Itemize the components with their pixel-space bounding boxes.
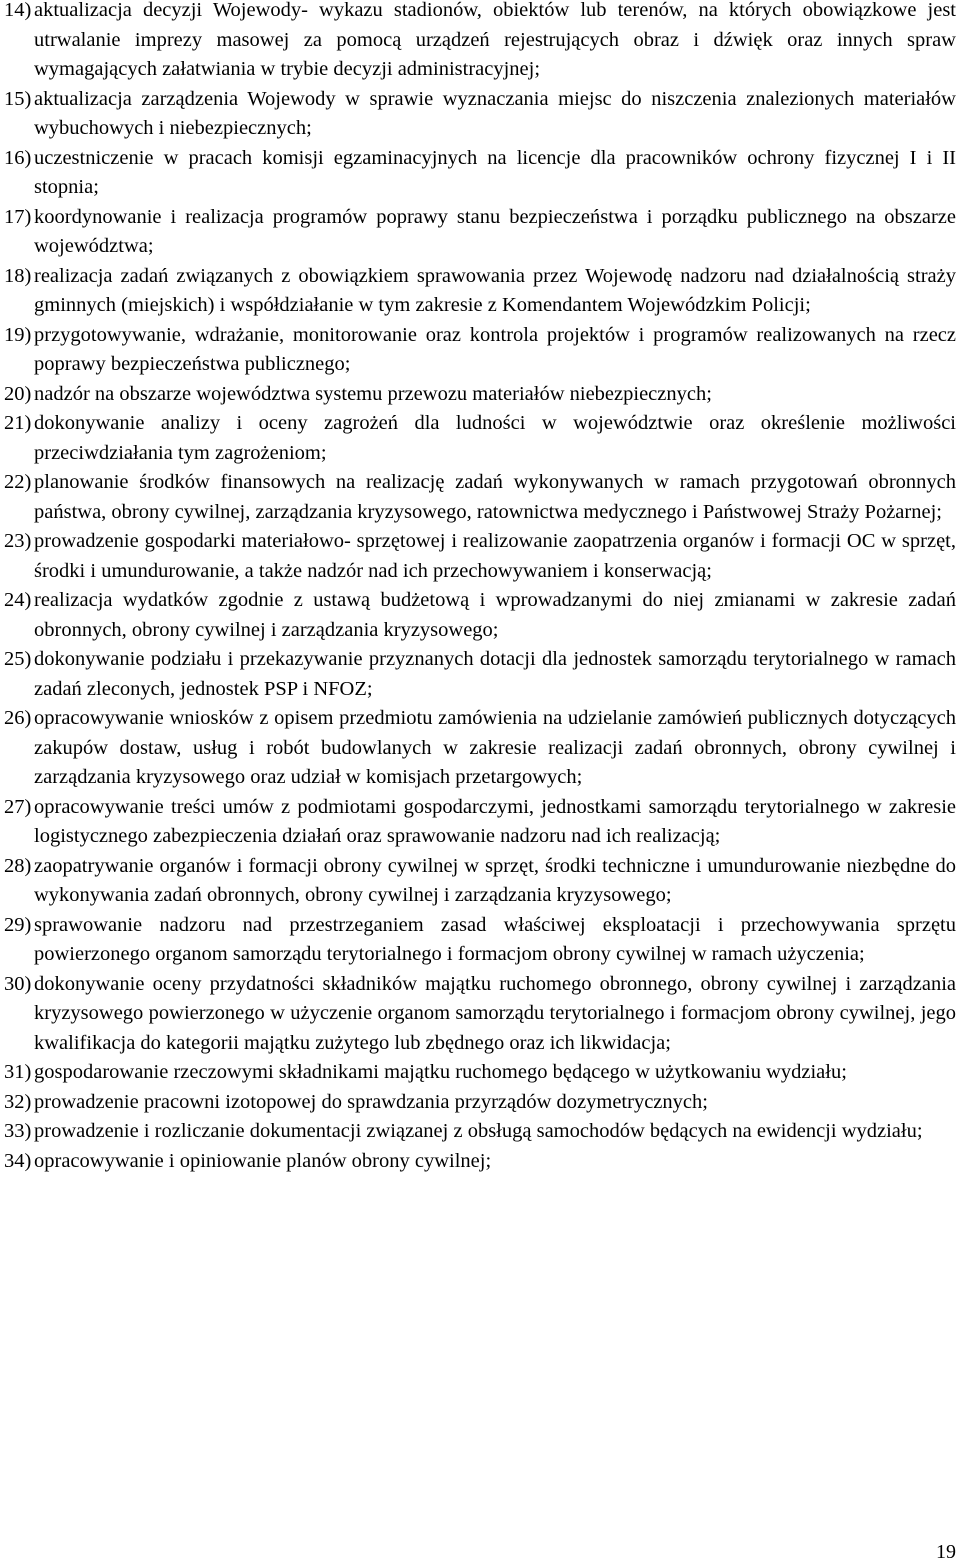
item-text: aktualizacja zarządzenia Wojewody w sprawie wyznaczania miejsc do niszczenia znalezionych materiałów wybuchowych i niebezpiecznych;	[34, 87, 956, 139]
item-text: opracowywanie i opiniowanie planów obrony cywilnej;	[34, 1149, 492, 1172]
item-number: 14)	[4, 0, 32, 21]
item-number: 18)	[4, 264, 32, 287]
item-number: 24)	[4, 589, 32, 611]
item-text: sprawowanie nadzoru nad przestrzeganiem zasad właściwej eksploatacji i przechowywania sprzętu powierzonego organom samorządu terytorialnego i formacjom obrony cywilnej w ramach użyczenia;	[34, 913, 956, 965]
list-item	[4, 380, 956, 410]
item-text: prowadzenie pracowni izotopowej do sprawdzania przyrządów dozymetrycznych;	[34, 1090, 708, 1113]
item-number: 22)	[4, 471, 32, 493]
item-number: 23)	[4, 530, 32, 552]
item-number: 20)	[4, 382, 32, 405]
item-text: gospodarowanie rzeczowymi składnikami majątku ruchomego będącego w użytkowaniu wydziału;	[34, 1061, 847, 1083]
item-number: 16)	[4, 146, 32, 169]
item-text: prowadzenie gospodarki materiałowo- sprzętowej i realizowanie zaopatrzenia organów i formacji OC w sprzęt, środki i umundurowanie, a także nadzór nad ich przechowywaniem i konserwacją;	[34, 530, 956, 582]
item-text: dokonywanie podziału i przekazywanie przyznanych dotacji dla jednostek samorządu terytorialnego w ramach zadań zleconych, jednostek PSP i NFOZ;	[34, 648, 956, 700]
list-item	[4, 0, 956, 85]
document-body	[4, 0, 956, 1176]
item-text: realizacja zadań związanych z obowiązkiem sprawowania przez Wojewodę nadzoru nad działalnością straży gminnych (miejskich) i współdziałanie w tym zakresie z Komendantem Wojewódzkim Policji;	[34, 264, 956, 316]
item-number: 28)	[4, 854, 32, 877]
list-item	[4, 1088, 956, 1118]
list-item	[4, 1058, 956, 1088]
item-text: opracowywanie wniosków z opisem przedmiotu zamówienia na udzielanie zamówień publicznych dotyczących zakupów dostaw, usług i robót budowlanych w zakresie realizacji zadań obronnych, obrony cywilnej i zarządzania kryzysowego oraz udział w komisjach przetargowych;	[34, 707, 956, 788]
list-item	[4, 1117, 956, 1147]
item-text: nadzór na obszarze województwa systemu przewozu materiałów niebezpiecznych;	[34, 382, 712, 405]
list-item	[4, 645, 956, 704]
item-text: przygotowywanie, wdrażanie, monitorowanie oraz kontrola projektów i programów realizowanych na rzecz poprawy bezpieczeństwa publicznego;	[34, 323, 956, 375]
item-number: 27)	[4, 795, 32, 818]
list-item	[4, 144, 956, 203]
item-number: 26)	[4, 707, 32, 729]
list-item	[4, 793, 956, 852]
list-item	[4, 586, 956, 645]
item-text: zaopatrywanie organów i formacji obrony cywilnej w sprzęt, środki techniczne i umundurowanie niezbędne do wykonywania zadań obronnych, obrony cywilnej i zarządzania kryzysowego;	[34, 854, 956, 906]
item-number: 21)	[4, 412, 32, 434]
item-number: 25)	[4, 648, 32, 670]
item-number: 32)	[4, 1090, 32, 1113]
item-text: planowanie środków finansowych na realizację zadań wykonywanych w ramach przygotowań obronnych państwa, obrony cywilnej, zarządzania kryzysowego, ratownictwa medycznego i Państwowej Straży Pożarnej;	[34, 471, 956, 523]
page-number: 19	[936, 1541, 956, 1563]
item-text: aktualizacja decyzji Wojewody- wykazu stadionów, obiektów lub terenów, na których obowiązkowe jest utrwalanie imprezy masowej za pomocą urządzeń rejestrujących obraz i dźwięk oraz innych spraw wymagających załatwiania w trybie decyzji administracyjnej;	[34, 0, 956, 80]
list-item	[4, 852, 956, 911]
item-number: 31)	[4, 1061, 32, 1083]
item-text: dokonywanie analizy i oceny zagrożeń dla ludności w województwie oraz określenie możliwości przeciwdziałania tym zagrożeniom;	[34, 412, 956, 464]
item-text: koordynowanie i realizacja programów poprawy stanu bezpieczeństwa i porządku publicznego na obszarze województwa;	[34, 205, 956, 257]
list-item	[4, 85, 956, 144]
list-item	[4, 527, 956, 586]
item-number: 17)	[4, 205, 32, 228]
list-item	[4, 1147, 956, 1177]
list-item	[4, 911, 956, 970]
item-number: 15)	[4, 87, 32, 110]
item-number: 29)	[4, 913, 32, 936]
list-item	[4, 970, 956, 1059]
list-item	[4, 468, 956, 527]
list-item	[4, 704, 956, 793]
item-text: dokonywanie oceny przydatności składników majątku ruchomego obronnego, obrony cywilnej i zarządzania kryzysowego powierzonego w użyczenie organom samorządu terytorialnego i formacjom obrony cywilnej, jego kwalifikacja do kategorii majątku zużytego lub zbędnego oraz ich likwidacja;	[34, 972, 956, 1054]
item-number: 33)	[4, 1120, 32, 1142]
list-item	[4, 409, 956, 468]
list-item	[4, 262, 956, 321]
list-item	[4, 203, 956, 262]
item-text: opracowywanie treści umów z podmiotami gospodarczymi, jednostkami samorządu terytorialnego w zakresie logistycznego zabezpieczenia działań oraz sprawowanie nadzoru nad ich realizacją;	[34, 795, 956, 847]
item-text: prowadzenie i rozliczanie dokumentacji związanej z obsługą samochodów będących na ewidencji wydziału;	[34, 1120, 923, 1142]
item-text: uczestniczenie w pracach komisji egzaminacyjnych na licencje dla pracowników ochrony fizycznej I i II stopnia;	[34, 146, 956, 198]
item-number: 19)	[4, 323, 32, 346]
list-item	[4, 321, 956, 380]
item-number: 34)	[4, 1149, 32, 1172]
item-text: realizacja wydatków zgodnie z ustawą budżetową i wprowadzanymi do niej zmianami w zakresie zadań obronnych, obrony cywilnej i zarządzania kryzysowego;	[34, 589, 956, 641]
item-number: 30)	[4, 972, 32, 995]
